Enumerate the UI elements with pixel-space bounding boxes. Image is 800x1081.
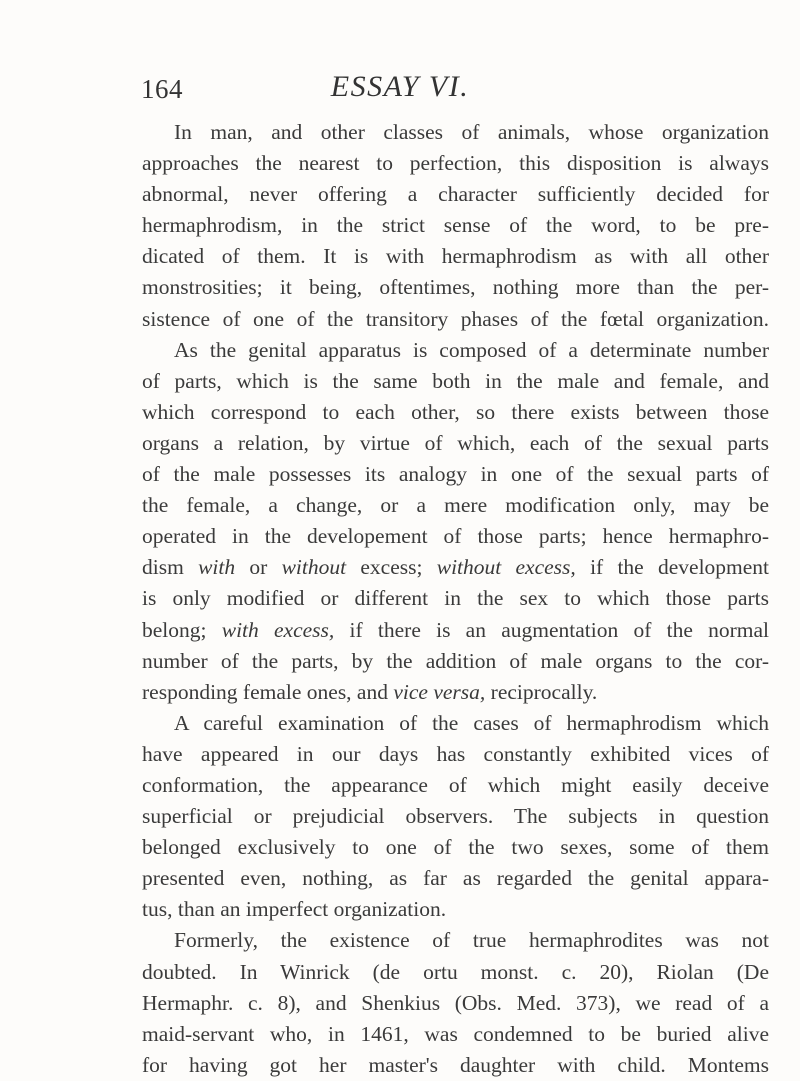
text-run: belong; [142, 617, 207, 642]
text-line: A careful examination of the cases of hermaphrodism which [174, 710, 769, 735]
text-run: or [249, 555, 268, 580]
text-line: approaches the nearest to perfection, this disposition is always [142, 151, 769, 176]
text-line: for having got her master's daughter with child. Montems [142, 1052, 769, 1077]
text-line: belonged exclusively to one of the two sexes, some of them [142, 835, 769, 860]
text-line: number of the parts, by the addition of male organs to the cor- [142, 648, 769, 673]
text-line: superficial or prejudicial observers. The subjects in question [142, 804, 769, 829]
text-run: if the development [590, 555, 770, 580]
italic-run: with excess, [221, 617, 335, 642]
text-line: Formerly, the existence of true hermaphrodites was not [174, 928, 769, 953]
italic-run: without [281, 555, 347, 580]
text-line: the female, a change, or a mere modification only, may be [142, 493, 769, 518]
italic-run: vice versa, [393, 679, 486, 704]
text-line: sistence of one of the transitory phases of the fœtal organization. [142, 306, 769, 331]
text-line: monstrosities; it being, oftentimes, nothing more than the per- [142, 275, 769, 300]
text-line: is only modified or different in the sex to which those parts [142, 586, 769, 611]
page-number: 164 [141, 74, 183, 104]
italic-run: without excess, [436, 555, 576, 580]
text-line: maid-servant who, in 1461, was condemned to be buried alive [142, 1021, 769, 1046]
text-line: hermaphrodism, in the strict sense of the word, to be pre- [142, 213, 769, 238]
text-line: conformation, the appearance of which might easily deceive [142, 772, 769, 797]
text-line: operated in the developement of those parts; hence hermaphro- [142, 524, 769, 549]
text-line: of the male possesses its analogy in one of the sexual parts of [142, 462, 769, 487]
text-line: tus, than an imperfect organization. [142, 897, 447, 922]
text-run: excess; [360, 555, 423, 580]
text-line: have appeared in our days has constantly exhibited vices of [142, 741, 769, 766]
italic-run: with [198, 555, 236, 580]
text-line: dicated of them. It is with hermaphrodism as with all other [142, 244, 769, 269]
text-line: organs a relation, by virtue of which, each of the sexual parts [142, 430, 769, 455]
body-text [142, 117, 769, 1081]
text-line: of parts, which is the same both in the male and female, and [142, 368, 769, 393]
text-line [142, 552, 769, 583]
text-run: reciprocally. [490, 679, 598, 704]
text-line [142, 677, 769, 708]
text-run: responding female ones, and [142, 679, 388, 704]
text-run: if there is an augmentation of the normal [349, 617, 769, 642]
text-line: presented even, nothing, as far as regarded the genital appara- [142, 866, 769, 891]
text-line [142, 615, 769, 646]
running-head: ESSAY VI. [330, 70, 470, 103]
text-run: dism [142, 555, 184, 580]
text-line: doubted. In Winrick (de ortu monst. c. 20), Riolan (De [142, 959, 769, 984]
text-line: which correspond to each other, so there exists between those [142, 399, 769, 424]
text-line: In man, and other classes of animals, whose organization [174, 120, 769, 144]
text-line: Hermaphr. c. 8), and Shenkius (Obs. Med. 373), we read of a [142, 990, 769, 1015]
text-line: As the genital apparatus is composed of a determinate number [174, 337, 769, 362]
text-line: abnormal, never offering a character sufficiently decided for [142, 182, 769, 207]
